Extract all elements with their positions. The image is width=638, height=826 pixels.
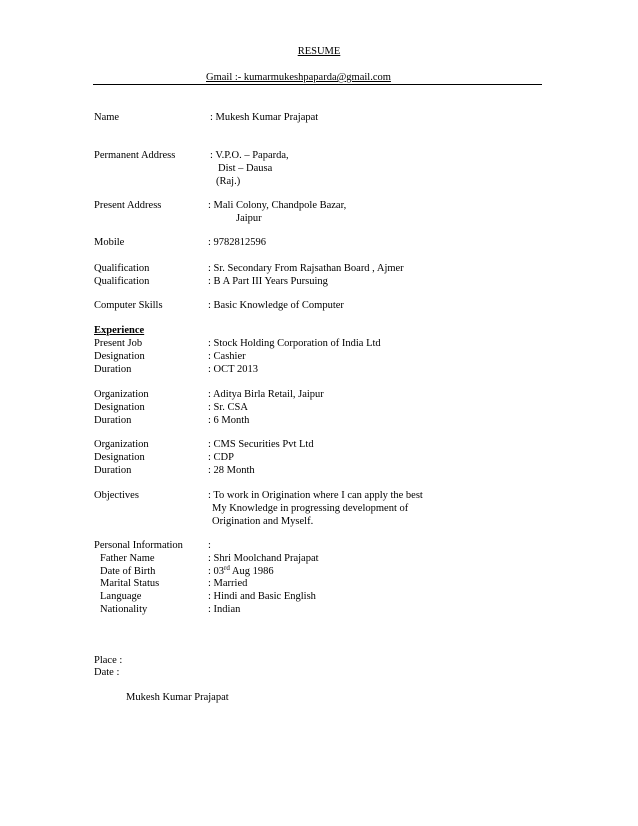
permanent-address-label: Permanent Address (94, 150, 176, 161)
job-2-duration: : 6 Month (208, 415, 250, 426)
dob-suffix: Aug 1986 (229, 566, 274, 577)
objectives-label: Objectives (94, 490, 139, 501)
job-1-duration: : OCT 2013 (208, 364, 258, 375)
marital-status-value: : Married (208, 578, 248, 589)
name-label: Name (94, 112, 120, 123)
job-3-designation: : CDP (208, 452, 234, 463)
job-2-designation-label: Designation (94, 402, 145, 413)
job-2-designation: : Sr. CSA (208, 402, 248, 413)
job-3-duration: : 28 Month (208, 465, 255, 476)
qualification-value-2: : B A Part III Years Pursuing (208, 276, 328, 287)
job-1-designation-label: Designation (94, 351, 145, 362)
date-label: Date : (94, 667, 120, 678)
present-address-line-1: : Mali Colony, Chandpole Bazar, (208, 200, 347, 211)
gmail-line: Gmail :- kumarmukeshpaparda@gmail.com (206, 72, 391, 83)
resume-title: RESUME (297, 46, 341, 57)
marital-status-label: Marital Status (100, 578, 160, 589)
signature-name: Mukesh Kumar Prajapat (126, 692, 229, 703)
job-2-org-label: Organization (94, 389, 149, 400)
personal-info-colon: : (208, 540, 211, 551)
permanent-address-line-3: (Raj.) (216, 176, 241, 187)
qualification-value-1: : Sr. Secondary From Rajsathan Board , Ajmer (208, 263, 404, 274)
name-value: : Mukesh Kumar Prajapat (210, 112, 319, 123)
job-1-org: : Stock Holding Corporation of India Ltd (208, 338, 381, 349)
language-label: Language (100, 591, 142, 602)
objectives-line-3: Origination and Myself. (212, 516, 314, 527)
computer-skills-value: : Basic Knowledge of Computer (208, 300, 344, 311)
job-3-org-label: Organization (94, 439, 149, 450)
language-value: : Hindi and Basic English (208, 591, 316, 602)
dob-prefix: : 03 (208, 566, 225, 577)
job-2-org: : Aditya Birla Retail, Jaipur (208, 389, 324, 400)
experience-heading: Experience (94, 325, 145, 336)
job-3-duration-label: Duration (94, 465, 132, 476)
present-address-label: Present Address (94, 200, 162, 211)
mobile-label: Mobile (94, 237, 125, 248)
father-name-value: : Shri Moolchand Prajapat (208, 553, 319, 564)
nationality-value: : Indian (208, 604, 241, 615)
dob-label: Date of Birth (100, 566, 156, 577)
present-address-line-2: Jaipur (236, 213, 262, 224)
mobile-value: : 9782812596 (208, 237, 267, 248)
dob-value (208, 566, 274, 579)
header-underline (93, 84, 542, 85)
father-name-label: Father Name (100, 553, 155, 564)
permanent-address-line-1: : V.P.O. – Paparda, (210, 150, 289, 161)
permanent-address-line-2: Dist – Dausa (218, 163, 273, 174)
qualification-label-2: Qualification (94, 276, 150, 287)
job-1-designation: : Cashier (208, 351, 246, 362)
job-1-duration-label: Duration (94, 364, 132, 375)
nationality-label: Nationality (100, 604, 148, 615)
objectives-line-1: : To work in Origination where I can apply the best (208, 490, 423, 501)
dob-ordinal: rd (224, 564, 230, 572)
computer-skills-label: Computer Skills (94, 300, 163, 311)
job-3-designation-label: Designation (94, 452, 145, 463)
place-label: Place : (94, 655, 123, 666)
qualification-label-1: Qualification (94, 263, 150, 274)
objectives-line-2: My Knowledge in progressing development of (212, 503, 409, 514)
personal-info-label: Personal Information (94, 540, 183, 551)
job-1-org-label: Present Job (94, 338, 143, 349)
job-3-org: : CMS Securities Pvt Ltd (208, 439, 314, 450)
job-2-duration-label: Duration (94, 415, 132, 426)
